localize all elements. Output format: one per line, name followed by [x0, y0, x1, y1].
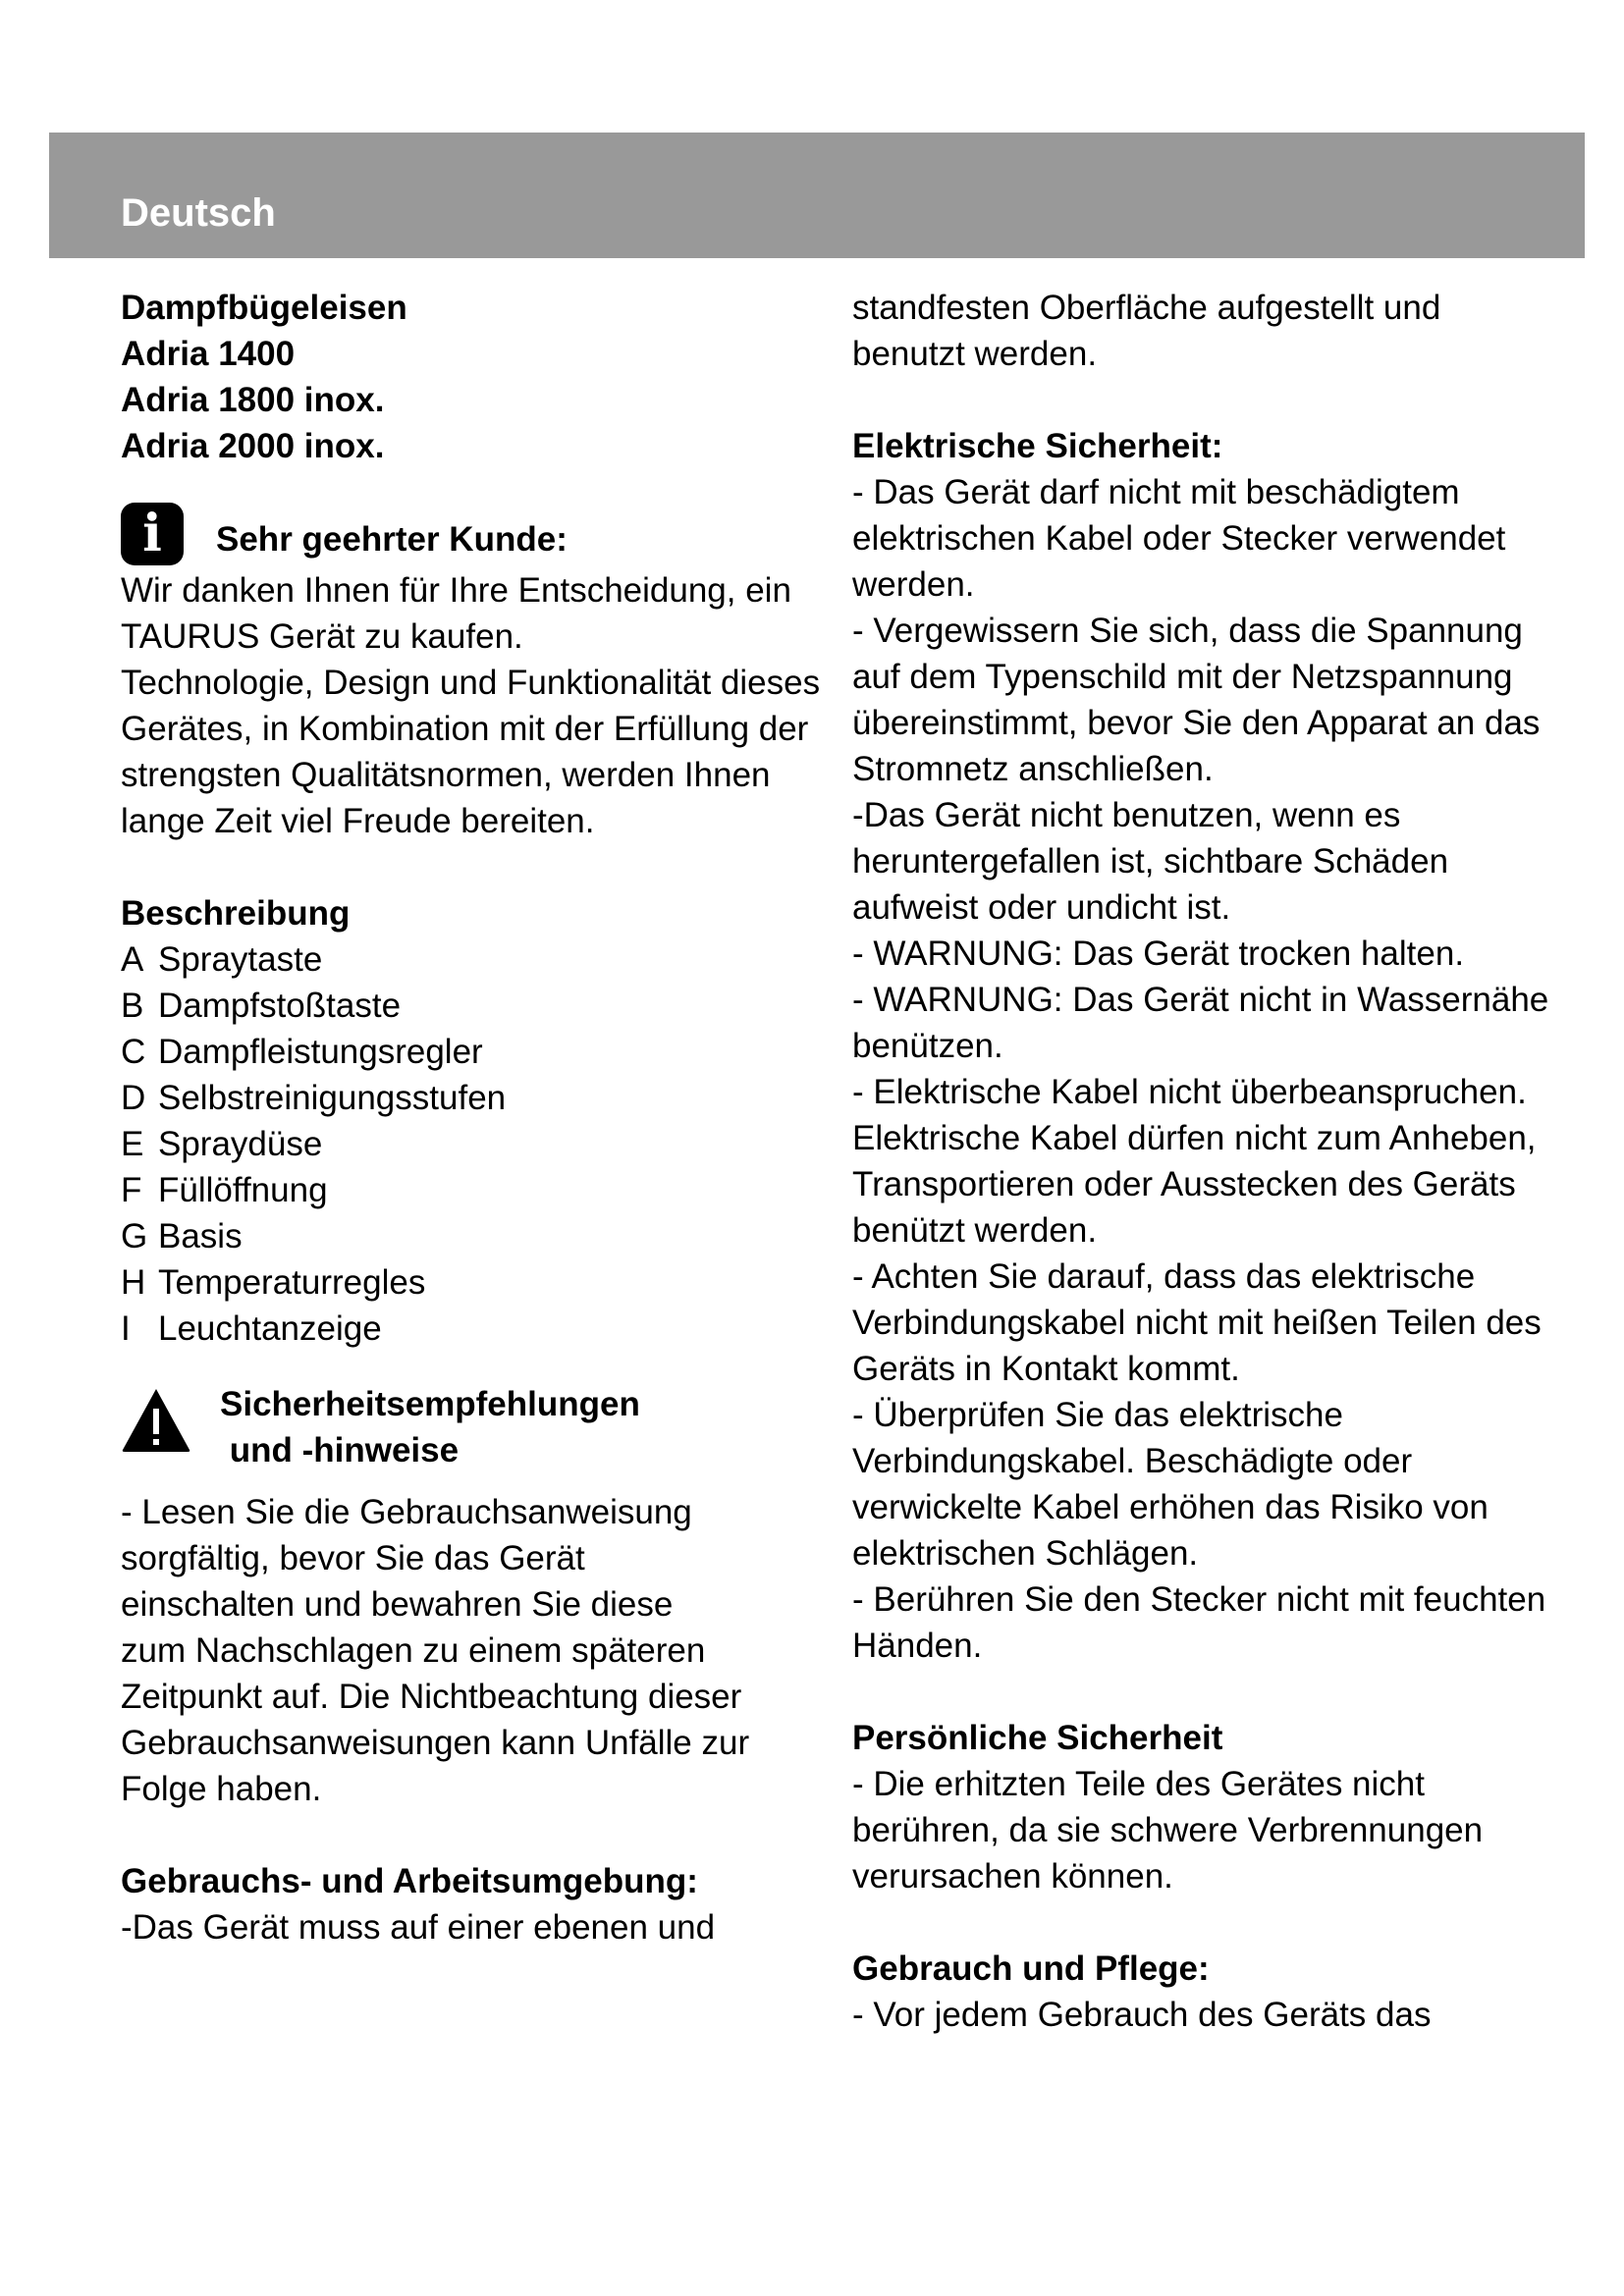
text-line: berühren, da sie schwere Verbrennungen: [852, 1811, 1484, 1849]
text-line: Zeitpunkt auf. Die Nichtbeachtung dieser: [121, 1678, 742, 1716]
spacer: [121, 844, 808, 890]
language-title: Deutsch: [121, 191, 276, 235]
safety-title: [220, 1381, 640, 1473]
list-item: [121, 1075, 808, 1121]
text-line: elektrischen Schlägen.: [852, 1534, 1199, 1573]
product-line: Adria 1800 inox.: [121, 381, 385, 419]
text-line: TAURUS Gerät zu kaufen.: [121, 617, 523, 656]
item-letter: B: [121, 987, 144, 1025]
item-label: Temperaturregles: [158, 1263, 426, 1302]
item-letter: D: [121, 1079, 146, 1117]
warning-icon: [121, 1387, 191, 1454]
text-line: benützt werden.: [852, 1211, 1098, 1250]
text-line: benutzt werden.: [852, 335, 1098, 373]
item-letter: A: [121, 940, 144, 979]
list-item: [121, 983, 808, 1029]
text-line: Elektrische Kabel dürfen nicht zum Anheben,: [852, 1119, 1537, 1157]
text-line: werden.: [852, 565, 975, 604]
product-title: [121, 285, 808, 469]
personal-text: [852, 1761, 1540, 1899]
text-line: Gerätes, in Kombination mit der Erfüllung der: [121, 710, 809, 748]
text-line: - Berühren Sie den Stecker nicht mit feuchten: [852, 1580, 1546, 1619]
text-line: verwickelte Kabel erhöhen das Risiko von: [852, 1488, 1489, 1526]
item-label: Selbstreinigungsstufen: [158, 1079, 507, 1117]
text-line: Transportieren oder Ausstecken des Geräts: [852, 1165, 1516, 1203]
spacer: [852, 1669, 1540, 1715]
product-line: Adria 1400: [121, 335, 296, 373]
item-label: Leuchtanzeige: [158, 1309, 382, 1348]
electrical-title: Elektrische Sicherheit:: [852, 427, 1223, 465]
text-line: - Überprüfen Sie das elektrische: [852, 1396, 1343, 1434]
text-line: - Lesen Sie die Gebrauchsanweisung: [121, 1493, 692, 1531]
product-line: Adria 2000 inox.: [121, 427, 385, 465]
item-label: Füllöffnung: [158, 1171, 328, 1209]
customer-heading: [121, 503, 808, 567]
text-line: elektrischen Kabel oder Stecker verwendet: [852, 519, 1506, 558]
safety-heading: [121, 1381, 808, 1489]
list-item: [121, 1167, 808, 1213]
text-line: - WARNUNG: Das Gerät nicht in Wassernähe: [852, 981, 1549, 1019]
text-line: standfesten Oberfläche aufgestellt und: [852, 289, 1441, 327]
customer-title: Sehr geehrter Kunde:: [216, 520, 568, 559]
text-line: Verbindungskabel. Beschädigte oder: [852, 1442, 1413, 1480]
text-line: lange Zeit viel Freude bereiten.: [121, 802, 595, 840]
text-line: einschalten und bewahren Sie diese: [121, 1585, 674, 1624]
item-letter: F: [121, 1171, 142, 1209]
list-item: [121, 1029, 808, 1075]
text-line: strengsten Qualitätsnormen, werden Ihnen: [121, 756, 771, 794]
text-line: Verbindungskabel nicht mit heißen Teilen des: [852, 1304, 1542, 1342]
safety-title-line: Sicherheitsempfehlungen: [220, 1385, 640, 1423]
item-letter: I: [121, 1309, 131, 1348]
text-line: Folge haben.: [121, 1770, 322, 1808]
item-letter: G: [121, 1217, 148, 1255]
text-line: heruntergefallen ist, sichtbare Schäden: [852, 842, 1449, 881]
customer-text: [121, 567, 821, 844]
text-line: aufweist oder undicht ist.: [852, 888, 1231, 927]
text-line: Stromnetz anschließen.: [852, 750, 1214, 788]
text-line: Händen.: [852, 1627, 983, 1665]
list-item: [121, 936, 808, 983]
description-list: [121, 936, 808, 1352]
text-line: - Das Gerät darf nicht mit beschädigtem: [852, 473, 1460, 511]
safety-text: [121, 1489, 808, 1812]
item-label: Dampfstoßtaste: [158, 987, 402, 1025]
text-line: benützen.: [852, 1027, 1003, 1065]
text-line: übereinstimmt, bevor Sie den Apparat an das: [852, 704, 1541, 742]
language-banner: [49, 133, 1585, 258]
personal-title: Persönliche Sicherheit: [852, 1719, 1223, 1757]
list-item: [121, 1259, 808, 1306]
safety-title-line: und -hinweise: [220, 1431, 460, 1469]
text-line: verursachen können.: [852, 1857, 1173, 1896]
care-title: Gebrauch und Pflege:: [852, 1949, 1210, 1988]
text-line: Geräts in Kontakt kommt.: [852, 1350, 1240, 1388]
description-title: Beschreibung: [121, 894, 351, 933]
right-column: [852, 285, 1549, 2038]
text-line: Gebrauchsanweisungen kann Unfälle zur: [121, 1724, 750, 1762]
list-item: [121, 1306, 808, 1352]
list-item: [121, 1213, 808, 1259]
text-line: - Elektrische Kabel nicht überbeanspruchen.: [852, 1073, 1527, 1111]
item-letter: H: [121, 1263, 146, 1302]
spacer: [852, 1899, 1540, 1946]
spacer: [121, 1812, 808, 1858]
item-label: Dampfleistungsregler: [158, 1033, 483, 1071]
electrical-text: [852, 469, 1549, 1669]
text-line: auf dem Typenschild mit der Netzspannung: [852, 658, 1513, 696]
item-letter: E: [121, 1125, 144, 1163]
text-line: -Das Gerät muss auf einer ebenen und: [121, 1908, 716, 1947]
environment-title: Gebrauchs- und Arbeitsumgebung:: [121, 1862, 698, 1900]
list-item: [121, 1121, 808, 1167]
text-line: sorgfältig, bevor Sie das Gerät: [121, 1539, 585, 1577]
text-line: - WARNUNG: Das Gerät trocken halten.: [852, 934, 1465, 973]
text-line: Technologie, Design und Funktionalität dieses: [121, 664, 821, 702]
text-line: zum Nachschlagen zu einem späteren: [121, 1631, 706, 1670]
item-letter: C: [121, 1033, 146, 1071]
item-label: Spraytaste: [158, 940, 323, 979]
text-line: - Vergewissern Sie sich, dass die Spannung: [852, 612, 1523, 650]
info-icon: i: [121, 503, 184, 565]
item-label: Spraydüse: [158, 1125, 323, 1163]
text-line: - Die erhitzten Teile des Gerätes nicht: [852, 1765, 1425, 1803]
item-label: Basis: [158, 1217, 243, 1255]
text-line: Wir danken Ihnen für Ihre Entscheidung, ein: [121, 571, 791, 610]
spacer: [852, 377, 1540, 423]
product-line: Dampfbügeleisen: [121, 289, 407, 327]
left-column: [121, 285, 821, 1950]
text-line: - Vor jedem Gebrauch des Geräts das: [852, 1996, 1432, 2034]
text-line: -Das Gerät nicht benutzen, wenn es: [852, 796, 1401, 834]
text-line: - Achten Sie darauf, dass das elektrische: [852, 1257, 1476, 1296]
